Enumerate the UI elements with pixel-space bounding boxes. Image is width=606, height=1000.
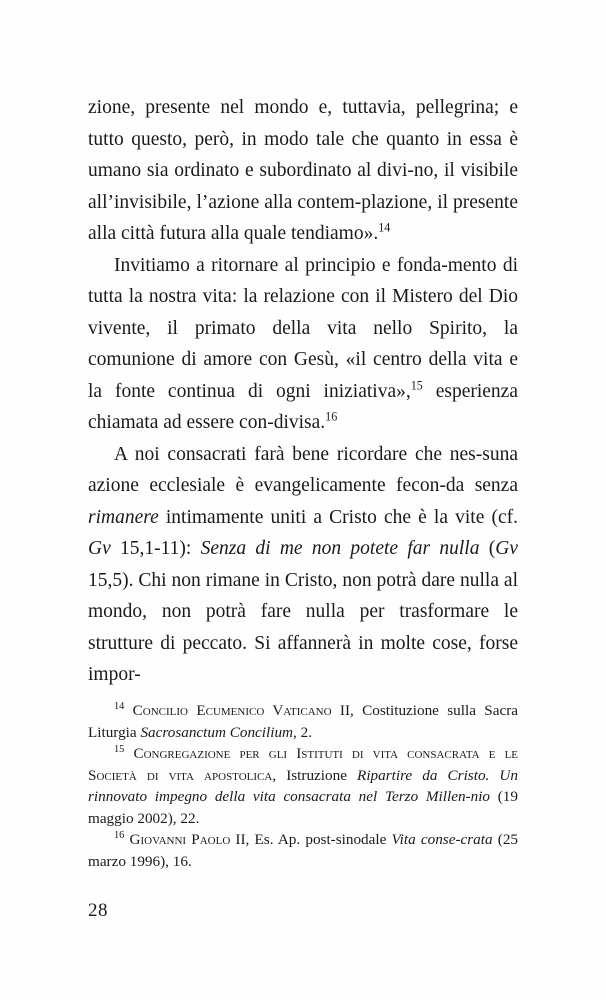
footnote-14: $^{14}$ Concilio Ecumenico Vaticano II, Costituzione sulla Sacra Liturgia Sacrosanctum Concilium, 2.	[88, 700, 518, 741]
paragraph-3: A noi consacrati farà bene ricordare che nes-suna azione ecclesiale è evangelicamente fecon-da senza rimanere intimamente uniti a Cristo che è la vite (cf. Gv 15,1-11): Senza di me non potete far nulla (Gv 15,5). Chi non rimane in Cristo, non potrà dare nulla al mondo, non potrà fare nulla per trasformare le strutture di peccato. Si affannerà in molte cose, forse impor-	[88, 443, 518, 685]
body-text-column	[88, 92, 518, 691]
footnote-16: $^{16}$ Giovanni Paolo II, Es. Ap. post-sinodale Vita conse-crata (25 marzo 1996), 16.	[88, 829, 519, 870]
paragraph-1: zione, presente nel mondo e, tuttavia, pellegrina; e tutto questo, però, in modo tale che quanto in essa è umano sia ordinato e subordinato al divi-no, il visibile all’invisibile, l’azione alla contem-plazione, il presente alla città futura alla quale tendiamo».$^{14}$	[88, 97, 518, 244]
footnotes-block	[88, 700, 518, 872]
page-number: 28	[88, 900, 108, 921]
paragraph-2: Invitiamo a ritornare al principio e fonda-mento di tutta la nostra vita: la relazione con il Mistero del Dio vivente, il primato della vita nello Spirito, la comunione di amore con Gesù, «il centro della vita e la fonte continua di ogni iniziativa»,$^{15}$ esperienza chiamata ad essere con-divisa.$^{16}$	[88, 254, 518, 433]
footnote-15: $^{15}$ Congregazione per gli Istituti di vita consacrata e le Società di vita apostolica, Istruzione Ripartire da Cristo. Un rinnovato impegno della vita consacrata nel Terzo Millen-nio (19 maggio 2002), 22.	[88, 743, 519, 827]
